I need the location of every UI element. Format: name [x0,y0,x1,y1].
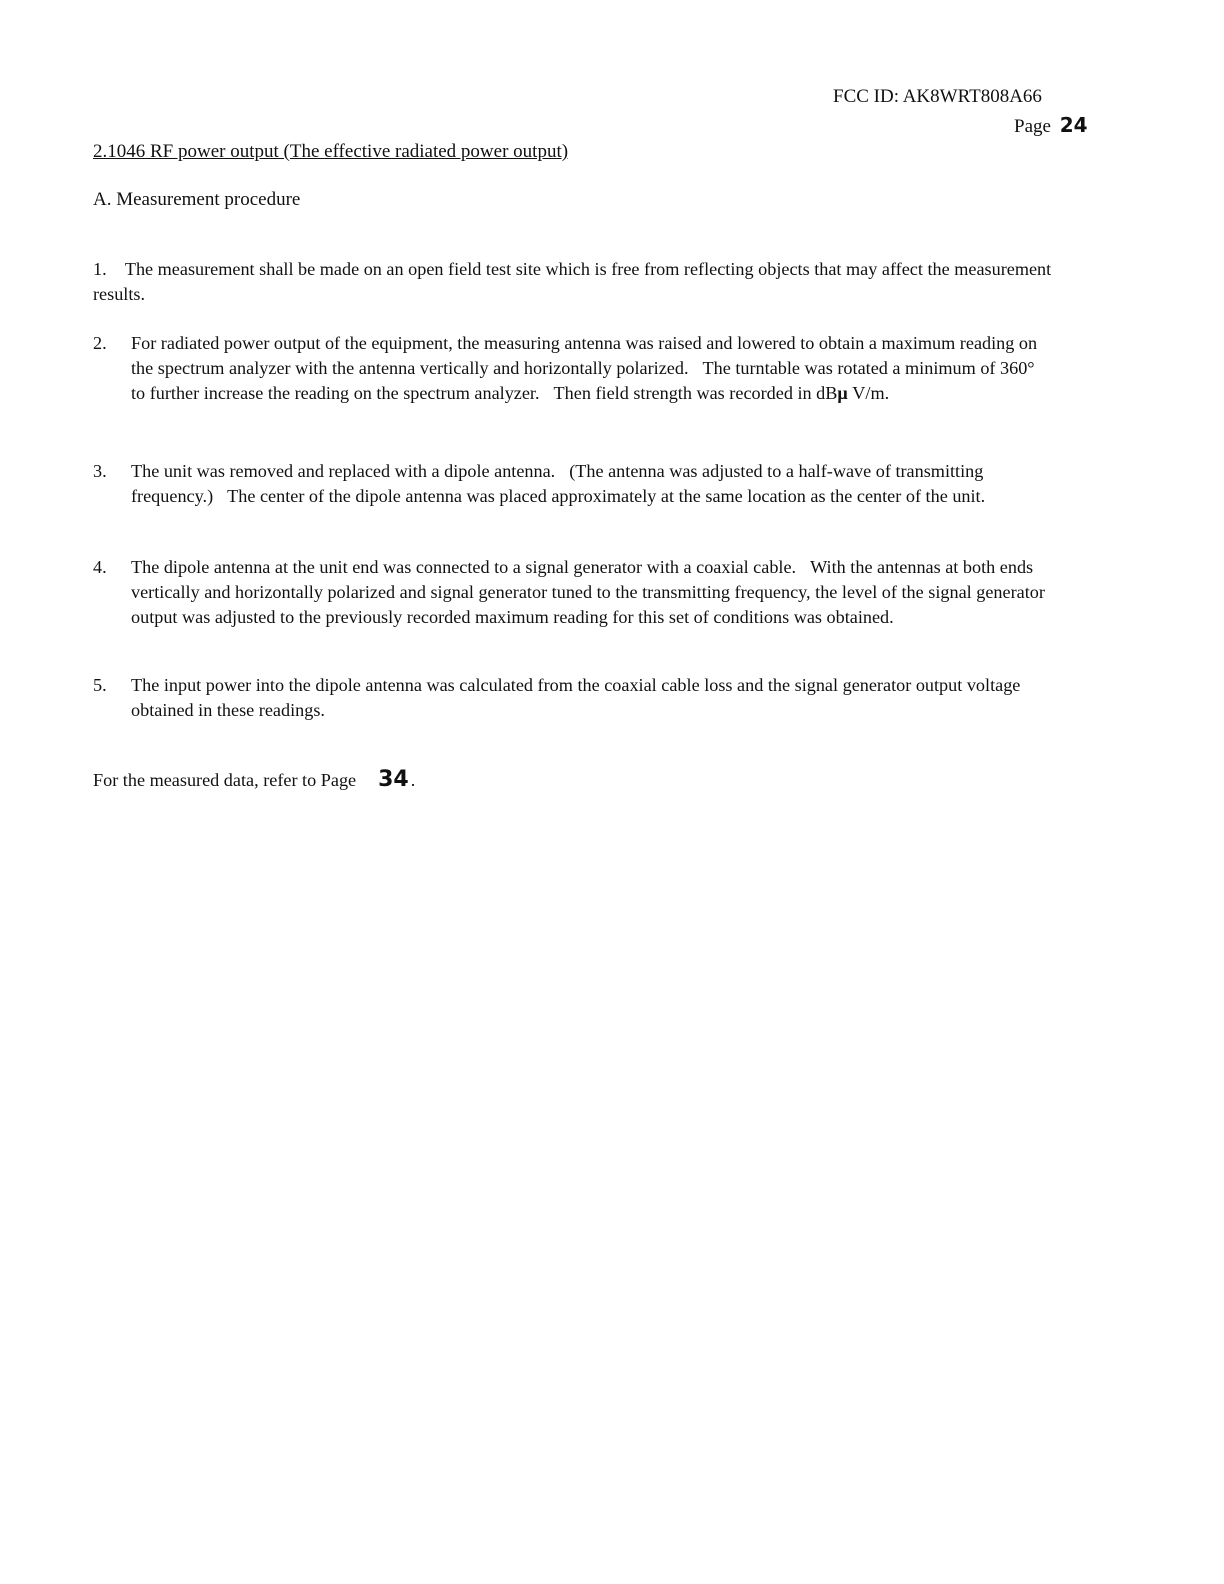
list-text [131,459,1061,509]
footer-period: . [410,770,416,790]
list-text-part: The dipole antenna at the unit end was connected to a signal generator with a coaxial cable. [131,557,797,577]
list-number: 5. [93,675,107,695]
footer-text: For the measured data, refer to Page [93,770,357,790]
section-title: 2.1046 RF power output (The effective radiated power output) [93,141,569,162]
list-text-part: With the antennas at both ends vertically and horizontally polarized and signal generator tuned to the transmitting frequency, the level of the signal generator output was adjusted to the previously recorded maximum reading for this set of conditions was obtained. [131,557,1045,627]
list-item-1 [93,257,1053,307]
list-text-part: V/m. [852,383,890,403]
handwritten-page-number: 24 [1059,113,1088,137]
list-text-part: The unit was removed and replaced with a dipole antenna. [131,461,556,481]
list-text-part: to further increase the reading on the spectrum analyzer. [131,383,540,403]
list-text [131,331,1061,406]
list-text-part: Then field strength was recorded in dB [553,383,838,403]
footer-note [93,767,415,792]
mu-symbol: μ [837,383,848,403]
list-text-part: The turntable was rotated a minimum of 360° [702,358,1035,378]
list-number: 2. [93,333,107,353]
list-number: 3. [93,461,107,481]
handwritten-page-reference: 34 [378,767,409,792]
subheading: A. Measurement procedure [93,189,301,210]
page-label: Page [1014,116,1051,137]
list-number: 4. [93,557,107,577]
list-text: The input power into the dipole antenna was calculated from the coaxial cable loss and the signal generator output voltage obtained in these readings. [131,675,1021,720]
list-text-part: (The antenna was adjusted to a half-wave of transmitting frequency.) [131,461,984,506]
list-text [131,555,1061,630]
list-text: The measurement shall be made on an open field test site which is free from reflecting objects that may affect the measurement results. [93,259,1052,304]
page-number-header [1014,113,1088,138]
fcc-id-header: FCC ID: AK8WRT808A66 [833,86,1042,107]
list-number: 1. [93,259,107,279]
list-text-part: For radiated power output of the equipment, the measuring antenna was raised and lowered to obtain a maximum reading on the spectrum analyzer with the antenna vertically and horizontally polarized. [131,333,1038,378]
list-text-part: The center of the dipole antenna was placed approximately at the same location as the center of the unit. [227,486,986,506]
